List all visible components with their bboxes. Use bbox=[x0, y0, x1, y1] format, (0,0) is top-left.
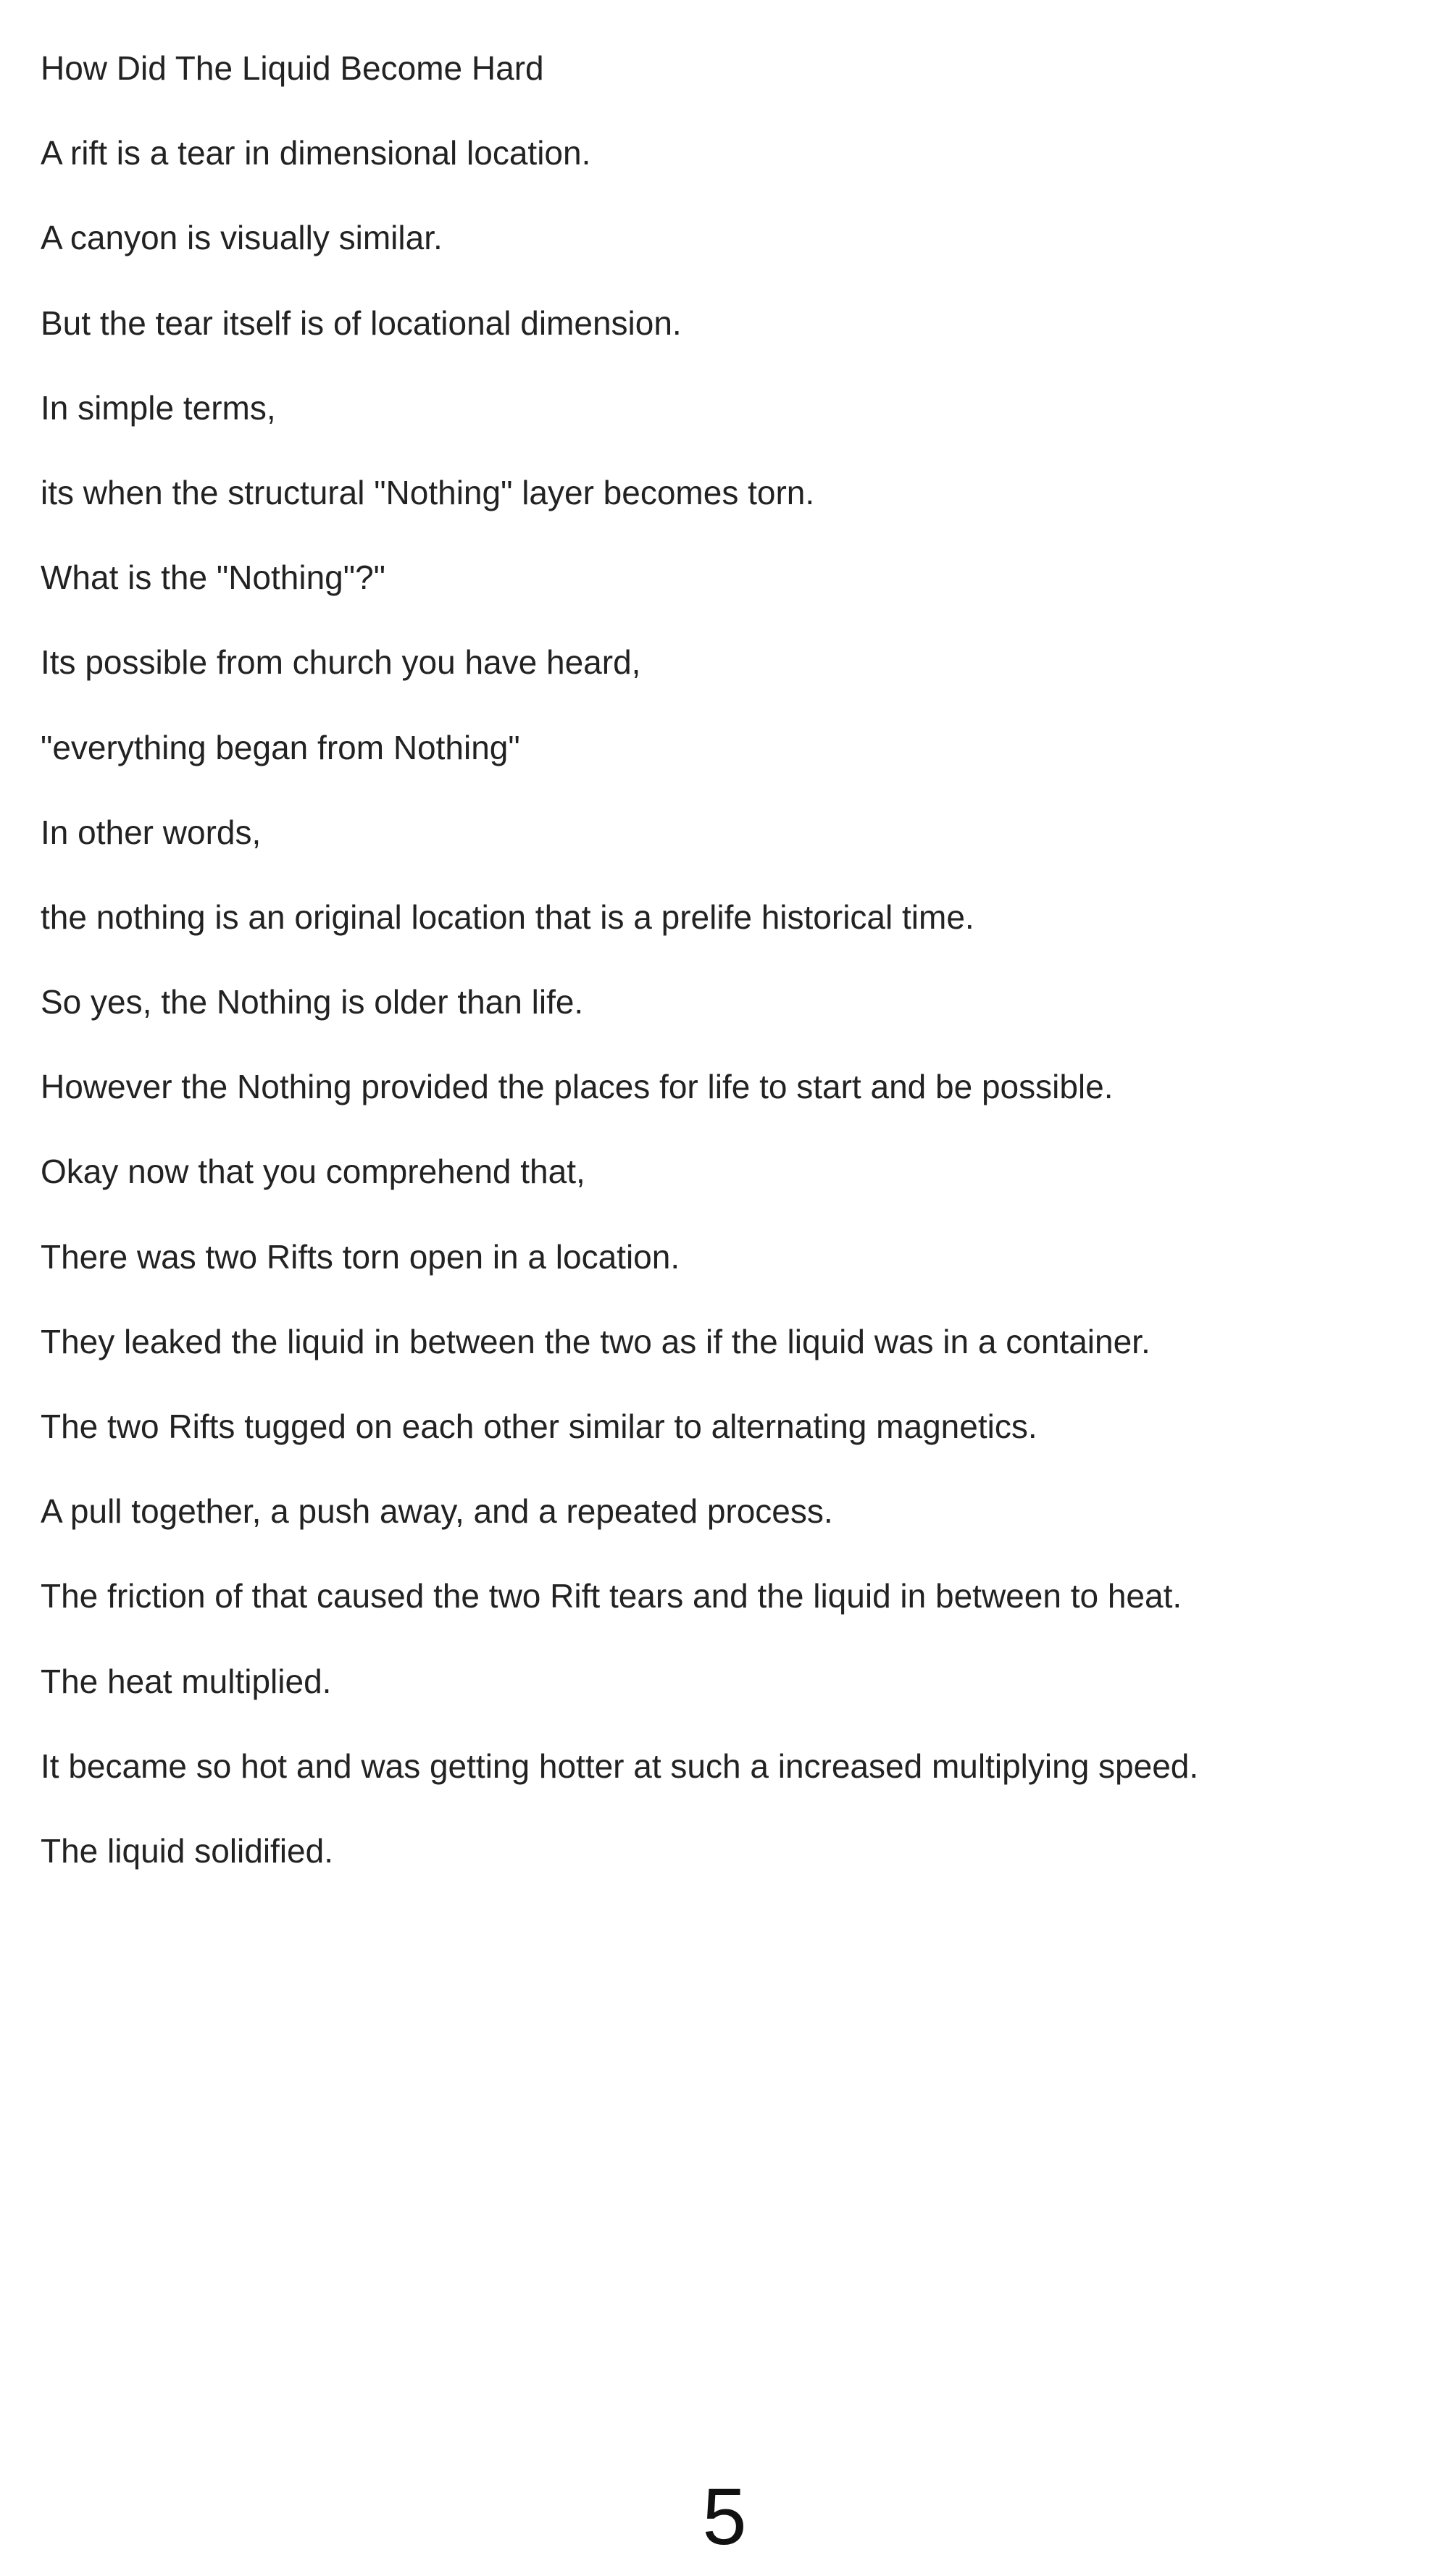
text-line: But the tear itself is of locational dimension. bbox=[41, 304, 682, 342]
text-line: The friction of that caused the two Rift tears and the liquid in between to heat. bbox=[41, 1577, 1182, 1615]
text-line: There was two Rifts torn open in a location. bbox=[41, 1237, 680, 1276]
text-line: A canyon is visually similar. bbox=[41, 219, 443, 257]
text-line: So yes, the Nothing is older than life. bbox=[41, 983, 584, 1021]
text-line: The two Rifts tugged on each other similar to alternating magnetics. bbox=[41, 1408, 1037, 1445]
text-line: "everything began from Nothing" bbox=[41, 728, 520, 766]
text-line: What is the "Nothing"?" bbox=[41, 559, 385, 597]
text-line: It became so hot and was getting hotter at such a increased multiplying speed. bbox=[41, 1747, 1199, 1785]
text-body bbox=[41, 48, 1417, 1915]
text-line: the nothing is an original location that is a prelife historical time. bbox=[41, 898, 974, 936]
document-title: How Did The Liquid Become Hard bbox=[41, 49, 544, 87]
text-line: In simple terms, bbox=[41, 388, 276, 427]
text-line: A pull together, a push away, and a repeated process. bbox=[41, 1492, 833, 1531]
text-line: In other words, bbox=[41, 813, 262, 851]
text-line: The heat multiplied. bbox=[41, 1662, 332, 1700]
text-line: Okay now that you comprehend that, bbox=[41, 1153, 585, 1191]
text-line: A rift is a tear in dimensional location. bbox=[41, 134, 591, 172]
text-line: They leaked the liquid in between the two as if the liquid was in a container. bbox=[41, 1322, 1151, 1360]
page-number: 5 bbox=[702, 2472, 747, 2562]
text-line: However the Nothing provided the places for life to start and be possible. bbox=[41, 1068, 1114, 1106]
text-line: its when the structural "Nothing" layer becomes torn. bbox=[41, 473, 815, 511]
text-line: The liquid solidified. bbox=[41, 1831, 334, 1870]
text-line: Its possible from church you have heard, bbox=[41, 643, 641, 682]
